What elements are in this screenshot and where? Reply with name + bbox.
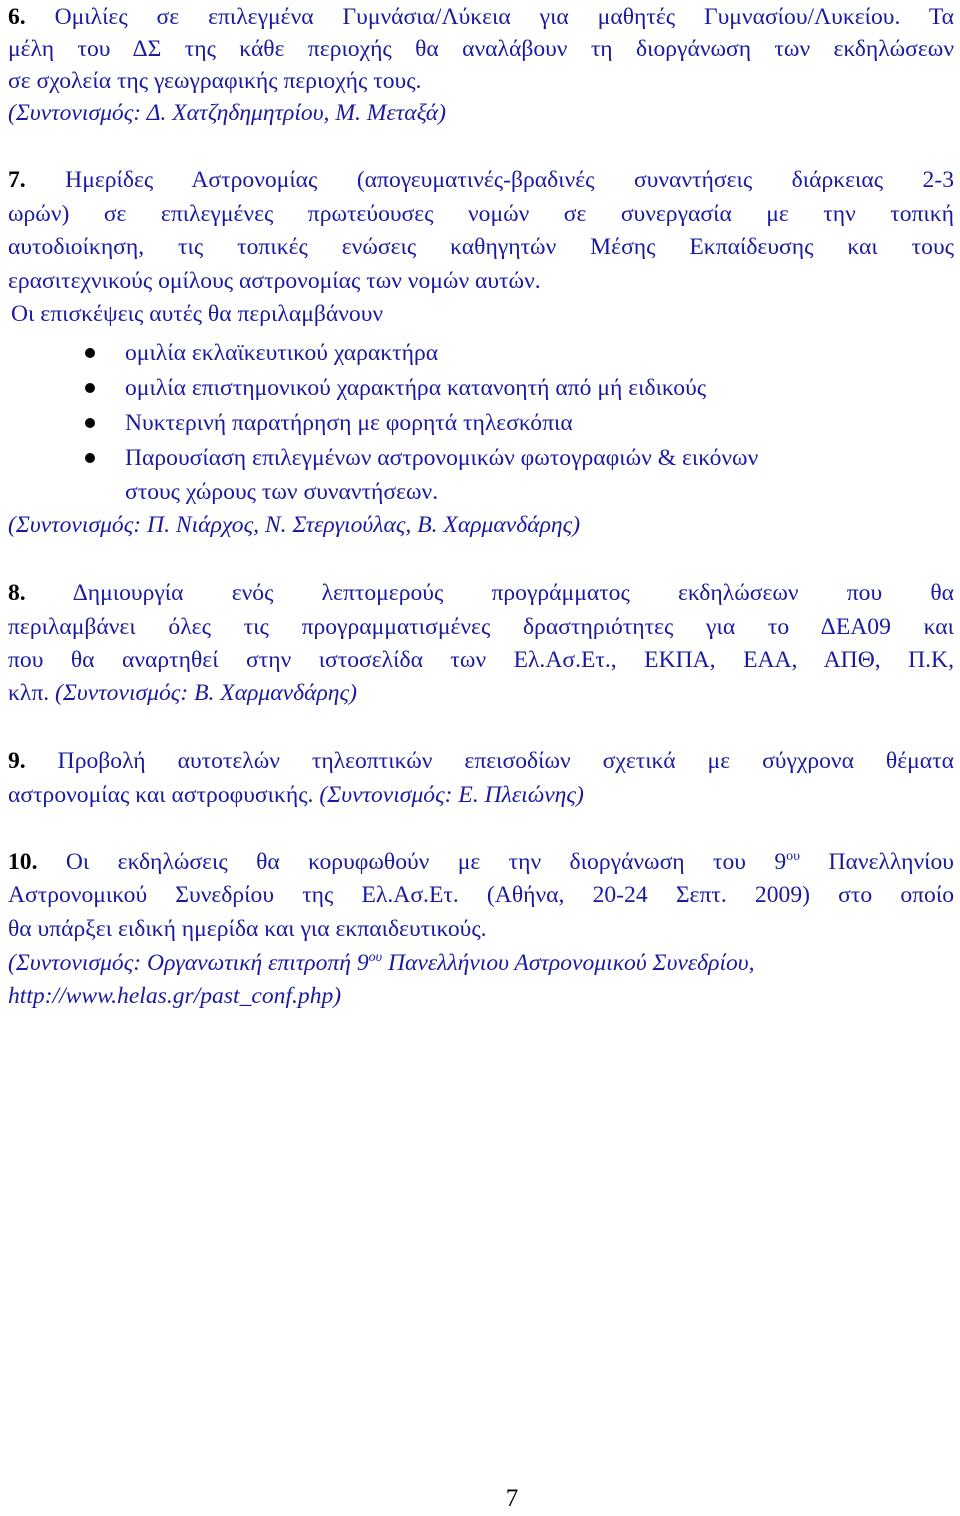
section-8-line-1 xyxy=(8,578,954,608)
section-number: 6. xyxy=(8,4,26,30)
section-10-line-2: Αστρονομικού Συνεδρίου της Ελ.Ασ.Ετ. (Αθήνα, 20-24 Σεπτ. 2009) στο οποίο xyxy=(8,882,954,908)
page-number: 7 xyxy=(505,1485,519,1512)
bullet-icon xyxy=(85,453,95,463)
coordination-text: (Συντονισμός: Οργανωτική επιτροπή 9 xyxy=(8,950,369,976)
section-number: 8. xyxy=(8,580,26,606)
section-text: αστρονομίας και αστροφυσικής. xyxy=(8,782,314,808)
section-text-end: Πανελληνίου xyxy=(828,849,954,875)
bullet-icon xyxy=(85,348,95,358)
section-text: Ημερίδες Αστρονομίας (απογευματινές-βραδινές συναντήσεις διάρκειας 2-3 xyxy=(65,167,954,193)
section-number: 7. xyxy=(8,167,26,193)
section-10-coordination xyxy=(8,948,954,978)
section-7-visits-intro: Οι επισκέψεις αυτές θα περιλαμβάνουν xyxy=(11,301,384,327)
bullet-icon xyxy=(85,418,95,428)
list-item-text: ομιλία επιστημονικού χαρακτήρα κατανοητή από μή ειδικούς xyxy=(125,375,707,401)
list-item xyxy=(8,373,954,403)
section-10-url: http://www.helas.gr/past_conf.php) xyxy=(8,983,342,1009)
section-text: Δημιουργία ενός λεπτομερούς προγράμματος εκδηλώσεων που θα xyxy=(72,580,954,606)
section-text: Προβολή αυτοτελών τηλεοπτικών επεισοδίων σχετικά με σύγχρονα θέματα xyxy=(57,748,954,774)
section-text: Ομιλίες σε επιλεγμένα Γυμνάσια/Λύκεια για μαθητές Γυμνασίου/Λυκείου. Τα xyxy=(54,4,954,30)
section-text: κλπ. xyxy=(8,680,50,706)
section-7-line-2: ωρών) σε επιλεγμένες πρωτεύουσες νομών σε συνεργασία με την τοπική xyxy=(8,201,954,227)
bullet-icon xyxy=(85,383,95,393)
list-item xyxy=(8,338,954,368)
section-7-line-1 xyxy=(8,165,954,195)
list-item xyxy=(8,443,954,473)
section-number: 9. xyxy=(8,748,26,774)
section-9-line-2 xyxy=(8,780,954,810)
section-8-line-3: που θα αναρτηθεί στην ιστοσελίδα των Ελ.Ασ.Ετ., ΕΚΠΑ, ΕΑΑ, ΑΠΘ, Π.Κ, xyxy=(8,647,954,673)
section-6-coordination: (Συντονισμός: Δ. Χατζηδημητρίου, Μ. Μεταξά) xyxy=(8,100,446,126)
list-item-text: ομιλία εκλαϊκευτικού χαρακτήρα xyxy=(125,340,439,366)
section-6-line-1 xyxy=(8,2,954,32)
list-item-continuation: στους χώρους των συναντήσεων. xyxy=(125,479,439,505)
section-7-line-4: ερασιτεχνικούς ομίλους αστρονομίας των νομών αυτών. xyxy=(8,268,541,294)
coordination-text: Πανελλήνιου Αστρονομικού Συνεδρίου, xyxy=(382,950,755,976)
section-8-line-2: περιλαμβάνει όλες τις προγραμματισμένες δραστηριότητες για το ΔΕΑ09 και xyxy=(8,614,954,640)
section-text-part: Οι εκδηλώσεις θα κορυφωθούν με την διοργάνωση του 9 xyxy=(65,849,787,875)
section-10-line-1 xyxy=(8,847,954,877)
section-10-line-3: θα υπάρξει ειδική ημερίδα και για εκπαιδευτικούς. xyxy=(8,916,487,942)
list-item-text: Νυκτερινή παρατήρηση με φορητά τηλεσκόπια xyxy=(125,410,573,436)
superscript: ου xyxy=(368,950,383,965)
section-7-coordination: (Συντονισμός: Π. Νιάρχος, Ν. Στεργιούλας, Β. Χαρμανδάρης) xyxy=(8,512,581,538)
section-6-line-3: σε σχολεία της γεωγραφικής περιοχής τους. xyxy=(8,68,422,94)
section-7-line-3: αυτοδιοίκηση, τις τοπικές ενώσεις καθηγητών Μέσης Εκπαίδευσης και τους xyxy=(8,234,954,260)
section-9-coordination: (Συντονισμός: Ε. Πλειώνης) xyxy=(319,782,584,808)
superscript: ου xyxy=(786,849,801,864)
section-9-line-1 xyxy=(8,746,954,776)
list-item-text: Παρουσίαση επιλεγμένων αστρονομικών φωτογραφιών & εικόνων xyxy=(125,445,759,471)
section-8-coordination: (Συντονισμός: Β. Χαρμανδάρης) xyxy=(55,680,357,706)
section-number: 10. xyxy=(8,849,38,875)
list-item xyxy=(8,408,954,438)
section-8-line-4 xyxy=(8,678,954,708)
section-6-line-2: μέλη του ΔΣ της κάθε περιοχής θα αναλάβουν τη διοργάνωση των εκδηλώσεων xyxy=(8,36,954,62)
section-text xyxy=(66,849,800,875)
